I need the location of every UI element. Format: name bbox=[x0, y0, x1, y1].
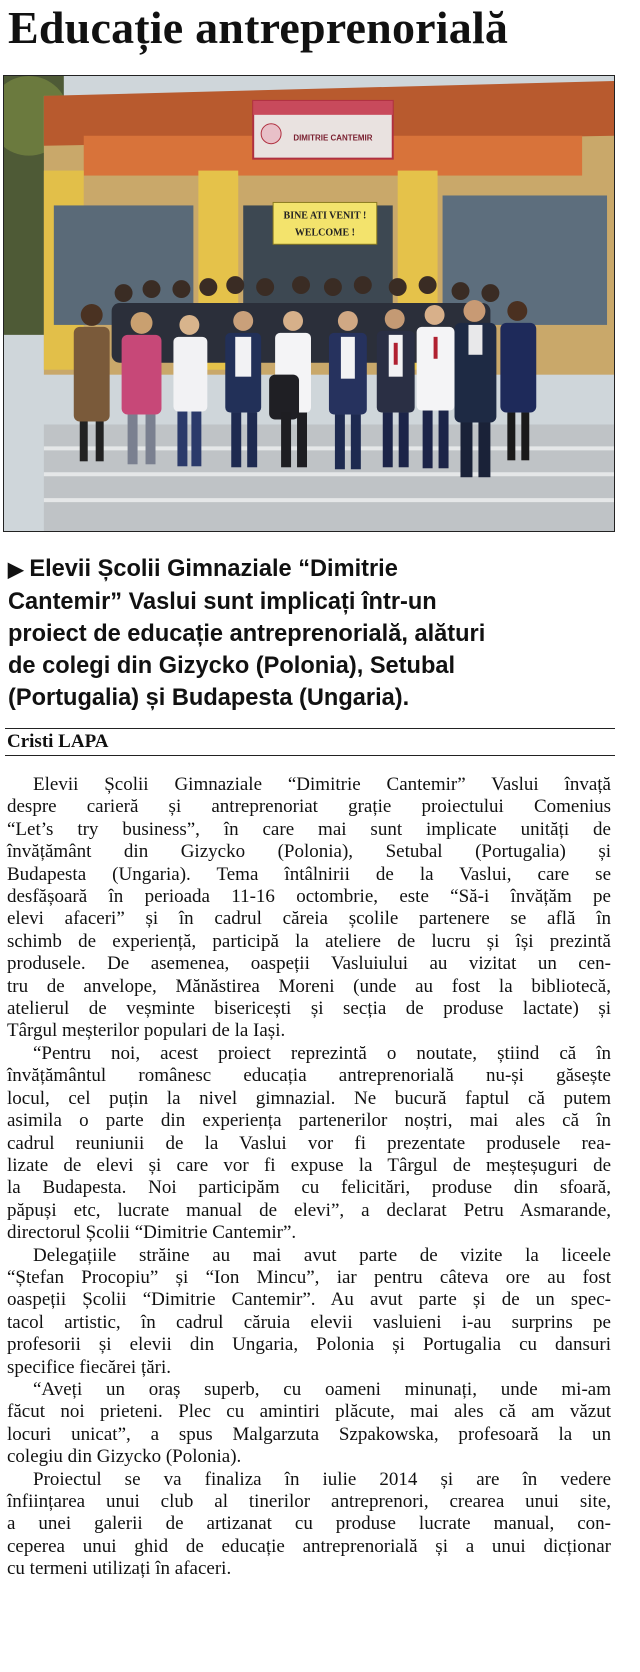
body-line: Delegațiile străine au mai avut parte de vizite la liceele bbox=[33, 1244, 611, 1266]
body-line: lizate de elevi și care vor fi expuse la Târgul de meșteșuguri de bbox=[7, 1154, 611, 1176]
body-line: “Let’s try business”, în care mai sunt implicate unități de bbox=[7, 818, 611, 840]
body-line: specifice fiecărei țări. bbox=[7, 1356, 172, 1378]
lead-line: (Portugalia) și Budapesta (Ungaria). bbox=[8, 685, 410, 711]
body-line: Budapesta (Ungaria). Tema întâlnirii de la Vaslui, care se bbox=[7, 863, 611, 885]
article-lead bbox=[8, 553, 608, 714]
lead-line: de colegi din Gizycko (Polonia), Setubal bbox=[8, 653, 456, 679]
body-line: “Pentru noi, acest proiect reprezintă o noutate, știind că în bbox=[33, 1042, 611, 1064]
body-line: învățământ din Gizycko (Polonia), Setubal (Portugalia) și bbox=[7, 841, 611, 863]
article-body bbox=[7, 774, 611, 1581]
body-line: desfășoară în perioada 11-16 octombrie, este “Să-i învățăm pe bbox=[7, 886, 611, 908]
byline-bottom-rule bbox=[5, 755, 615, 756]
body-line: ceperea unui ghid de educație antreprenorială și a unui dicționar bbox=[7, 1535, 611, 1557]
triangle-bullet-icon: ▶ bbox=[8, 559, 24, 581]
body-line: învățământul românesc educația antreprenorială nu-și găsește bbox=[7, 1065, 611, 1087]
body-line: asimila o parte din experiența partenerilor noștri, mai ales că în bbox=[7, 1110, 611, 1132]
lead-line: proiect de educație antreprenorială, alături bbox=[8, 621, 486, 647]
body-line: tru de anvelope, Mănăstirea Moreni (unde au fost la bibliotecă, bbox=[7, 975, 611, 997]
body-line: schimb de experiență, participă la ateliere de lucru și își prezintă bbox=[7, 930, 611, 952]
body-line: “Ștefan Procopiu” și “Ion Mincu”, iar pentru câteva ore au fost bbox=[7, 1266, 611, 1288]
body-line: oaspeții Școlii “Dimitrie Cantemir”. Au avut parte și de un spec- bbox=[7, 1289, 611, 1311]
body-line: Târgul meșterilor populari de la Iași. bbox=[7, 1020, 286, 1042]
body-line: Proiectul se va finaliza în iulie 2014 și are în vedere bbox=[33, 1468, 611, 1490]
byline: Cristi LAPA bbox=[7, 731, 109, 752]
body-line: înființarea unui club al tinerilor antreprenori, crearea unui site, bbox=[7, 1491, 611, 1512]
article-headline: Educație antreprenorială bbox=[8, 2, 509, 53]
body-line: tacol artistic, în cadrul căruia elevii vasluieni i-au surprins pe bbox=[7, 1311, 611, 1333]
group-photo bbox=[3, 75, 615, 532]
welcome-sign-line2: WELCOME ! bbox=[294, 227, 355, 239]
body-line: la Budapesta. Noi participăm cu felicitări, produse din sfoară, bbox=[7, 1177, 611, 1199]
school-group-photo-illustration bbox=[4, 76, 614, 531]
welcome-sign-line1: BINE ATI VENIT ! bbox=[283, 210, 367, 222]
lead-line: Cantemir” Vaslui sunt implicați într-un bbox=[8, 589, 437, 615]
body-line: locuri unicat”, a spus Malgarzuta Szpakowska, profesoară la un bbox=[7, 1423, 611, 1445]
banner-text: DIMITRIE CANTEMIR bbox=[293, 133, 373, 143]
body-line: cadrul reuniunii de la Vaslui vor fi prezentate produsele rea- bbox=[7, 1132, 611, 1154]
body-line: profesorii și elevii din Ungaria, Polonia și Portugalia cu dansuri bbox=[7, 1334, 611, 1356]
body-line: cu termeni utilizați în afaceri. bbox=[7, 1558, 232, 1580]
body-line: Elevii Școlii Gimnaziale “Dimitrie Cantemir” Vaslui învață bbox=[33, 774, 611, 795]
body-line: păpuși etc, lucrate manual de elevi”, a declarat Petru Asmarande, bbox=[7, 1199, 611, 1221]
body-line: atelierul de veșminte bisericești și secția de produse lactate) și bbox=[7, 998, 611, 1020]
body-line: locul, cel puțin la nivel gimnazial. Ne bucură faptul că putem bbox=[7, 1087, 611, 1109]
body-line: “Aveți un oraș superb, cu oameni minunați, unde mi-am bbox=[33, 1378, 611, 1400]
body-line: produsele. De asemenea, oaspeții Vasluiului au vizitat un cen- bbox=[7, 953, 611, 975]
body-line: făcut noi prieteni. Plec cu amintiri plăcute, mai ales că am văzut bbox=[7, 1401, 611, 1423]
body-line: elevi afaceri” și în cadrul căreia școlile partenere se află în bbox=[7, 908, 611, 930]
lead-line bbox=[8, 553, 608, 586]
body-line: directorul Școlii “Dimitrie Cantemir”. bbox=[7, 1222, 297, 1244]
byline-top-rule bbox=[5, 728, 615, 729]
lead-text: Elevii Școlii Gimnaziale “Dimitrie bbox=[29, 556, 398, 582]
body-line: a unei galerii de artizanat cu produse lucrate manual, con- bbox=[7, 1513, 611, 1535]
body-line: colegiu din Gizycko (Polonia). bbox=[7, 1446, 242, 1468]
body-line: despre carieră și antreprenoriat grație proiectului Comenius bbox=[7, 796, 611, 818]
